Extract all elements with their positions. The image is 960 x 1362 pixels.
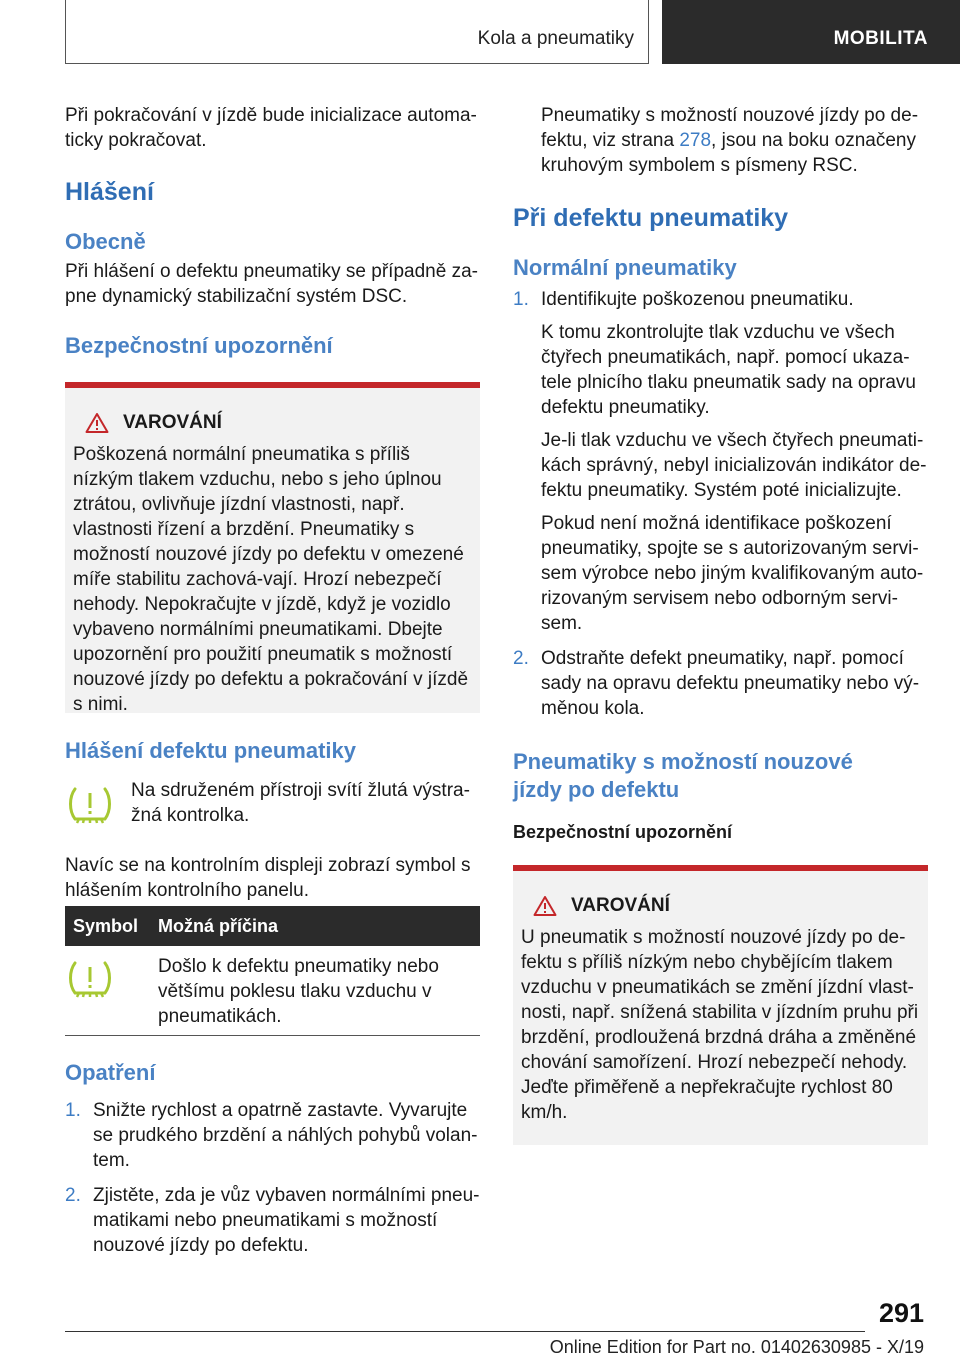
step-number: 1. <box>65 1100 81 1121</box>
step-subtext: Je-li tlak vzduchu ve všech čtyřech pneumati-kách správný, nebyl inicializován indikátor de-fektu pneumatiky. Systém poté inicializujte. <box>541 430 927 501</box>
rsc-text-a: Pneumatiky s možností nouzové jízdy po de-fektu, viz strana <box>541 105 919 151</box>
warning-box-1 <box>65 382 480 713</box>
heading-obecne: Obecně <box>65 229 146 254</box>
header-section-box <box>662 0 960 64</box>
rsc-paragraph <box>541 103 928 178</box>
step-number: 2. <box>513 648 529 669</box>
left-column-lower <box>65 738 480 764</box>
table-divider <box>65 1035 480 1036</box>
left-column <box>65 103 480 359</box>
heading-rsc: Pneumatiky s možností nouzové jízdy po defektu <box>513 749 853 802</box>
page-number: 291 <box>878 1298 924 1328</box>
rsc-text-b: , jsou na boku označeny kruhovým symbolem s písmeny RSC. <box>541 130 916 176</box>
defekt-step <box>513 646 928 721</box>
warning-triangle-icon <box>533 895 557 917</box>
obecne-text: Při hlášení o defektu pneumatiky se případně za-pne dynamický stabilizační systém DSC. <box>65 261 478 307</box>
chapter-title: Kola a pneumatiky <box>477 28 634 49</box>
indicator-text-wrap <box>131 778 480 828</box>
page-link-278[interactable]: 278 <box>679 130 712 151</box>
opatreni-section <box>65 1060 480 1268</box>
heading-opatreni: Opatření <box>65 1060 156 1085</box>
rsc-paragraph-wrap <box>541 103 928 178</box>
warning-text-2: U pneumatik s možností nouzové jízdy po de-fektu s příliš nízkým nebo chybějícím tlakem vzduchu v pneumatikách se změní jízdní vlast-nosti, např. snížená stabilita v jízdním pruhu při brzdění, prodloužená brzdná dráha a změněné chování samořízení. Hrozí nebezpečí nehody. Jeďte přiměřeně a nepřekračujte rychlost 80 km/h. <box>521 927 919 1123</box>
heading-pri-defektu: Při defektu pneumatiky <box>513 204 789 232</box>
footer-edition: Online Edition for Part no. 01402630985 - X/19 <box>549 1337 924 1357</box>
warning-title-2 <box>521 895 920 917</box>
symbol-table-header <box>65 906 480 946</box>
step-text: Snižte rychlost a opatrně zastavte. Vyvarujte se prudkého brzdění a náhlých pohybů volan-tem. <box>93 1100 478 1171</box>
rsc-heading-wrap <box>513 748 893 843</box>
table-tpms-icon <box>67 957 113 1006</box>
intro-text: Při pokračování v jízdě bude inicializace automa-ticky pokračovat. <box>65 105 477 151</box>
defekt-step <box>513 287 928 636</box>
indicator-text: Na sdruženém přístroji svítí žlutá výstra-žná kontrolka. <box>131 780 470 826</box>
step-number: 2. <box>65 1185 81 1206</box>
opatreni-step <box>65 1098 480 1173</box>
heading-normalni: Normální pneumatiky <box>513 255 737 280</box>
col-symbol: Symbol <box>73 915 139 936</box>
right-column <box>513 204 928 731</box>
step-text: Zjistěte, zda je vůz vybaven normálními pneu-matikami nebo pneumatikami s možností nouzové jízdy po defektu. <box>93 1185 480 1256</box>
display-text: Navíc se na kontrolním displeji zobrazí symbol s hlášením kontrolního panelu. <box>65 855 471 901</box>
step-subtext: K tomu zkontrolujte tlak vzduchu ve všech čtyřech pneumatikách, např. pomocí ukaza-tele plnicího tlaku pneumatik sady na opravu defektu pneumatiky. <box>541 322 916 418</box>
warning-text-1: Poškozená normální pneumatika s příliš nízkým tlakem vzduchu, nebo s jeho úplnou ztrátou, ovlivňuje jízdní vlastnosti, např. vlastnosti řízení a brzdění. Pneumatiky s možností nouzové jízdy po defektu v omezené míře stabilitu zachová-vají. Hrozí nebezpečí nehody. Nepokračujte v jízdě, když je vozidlo vybaveno normálními pneumatikami. Dbejte upozornění pro použití pneumatik s možností nouzové jízdy po defektu a pokračování v jízdě s nimi. <box>73 444 469 715</box>
warning-title-text-1: VAROVÁNÍ <box>123 412 222 433</box>
col-cause: Možná příčina <box>158 915 279 936</box>
header-chapter-box <box>65 0 649 64</box>
defekt-steps <box>513 287 928 721</box>
display-text-wrap <box>65 853 480 903</box>
opatreni-steps <box>65 1098 480 1258</box>
step-number: 1. <box>513 289 529 310</box>
step-subtext: Pokud není možná identifikace poškození pneumatiky, spojte se s autorizovaným servi-sem výrobce nebo jiným kvalifikovaným auto-rizovaným servisem nebo odborným servi-sem. <box>541 513 924 634</box>
footer-rule <box>65 1331 865 1332</box>
warning-title-1 <box>73 412 472 434</box>
step-text: Odstraňte defekt pneumatiky, např. pomocí sady na opravu defektu pneumatiky nebo vý-měnou kola. <box>541 648 920 719</box>
heading-hlaseni-defektu: Hlášení defektu pneumatiky <box>65 738 356 763</box>
step-text: Identifikujte poškozenou pneumatiku. <box>541 289 854 310</box>
opatreni-step <box>65 1183 480 1258</box>
table-cause-cell <box>158 954 480 1029</box>
warning-box-2 <box>513 865 928 1145</box>
table-cause-text: Došlo k defektu pneumatiky nebo většímu poklesu tlaku vzduchu v pneumatikách. <box>158 956 439 1027</box>
warning-triangle-icon <box>85 412 109 434</box>
section-title: MOBILITA <box>833 28 928 49</box>
warning-title-text-2: VAROVÁNÍ <box>571 895 670 916</box>
heading-hlaseni: Hlášení <box>65 178 154 206</box>
heading-bezpecnost-right: Bezpečnostní upozornění <box>513 822 733 842</box>
heading-bezpecnost: Bezpečnostní upozornění <box>65 333 333 358</box>
tpms-indicator-icon <box>67 783 113 832</box>
